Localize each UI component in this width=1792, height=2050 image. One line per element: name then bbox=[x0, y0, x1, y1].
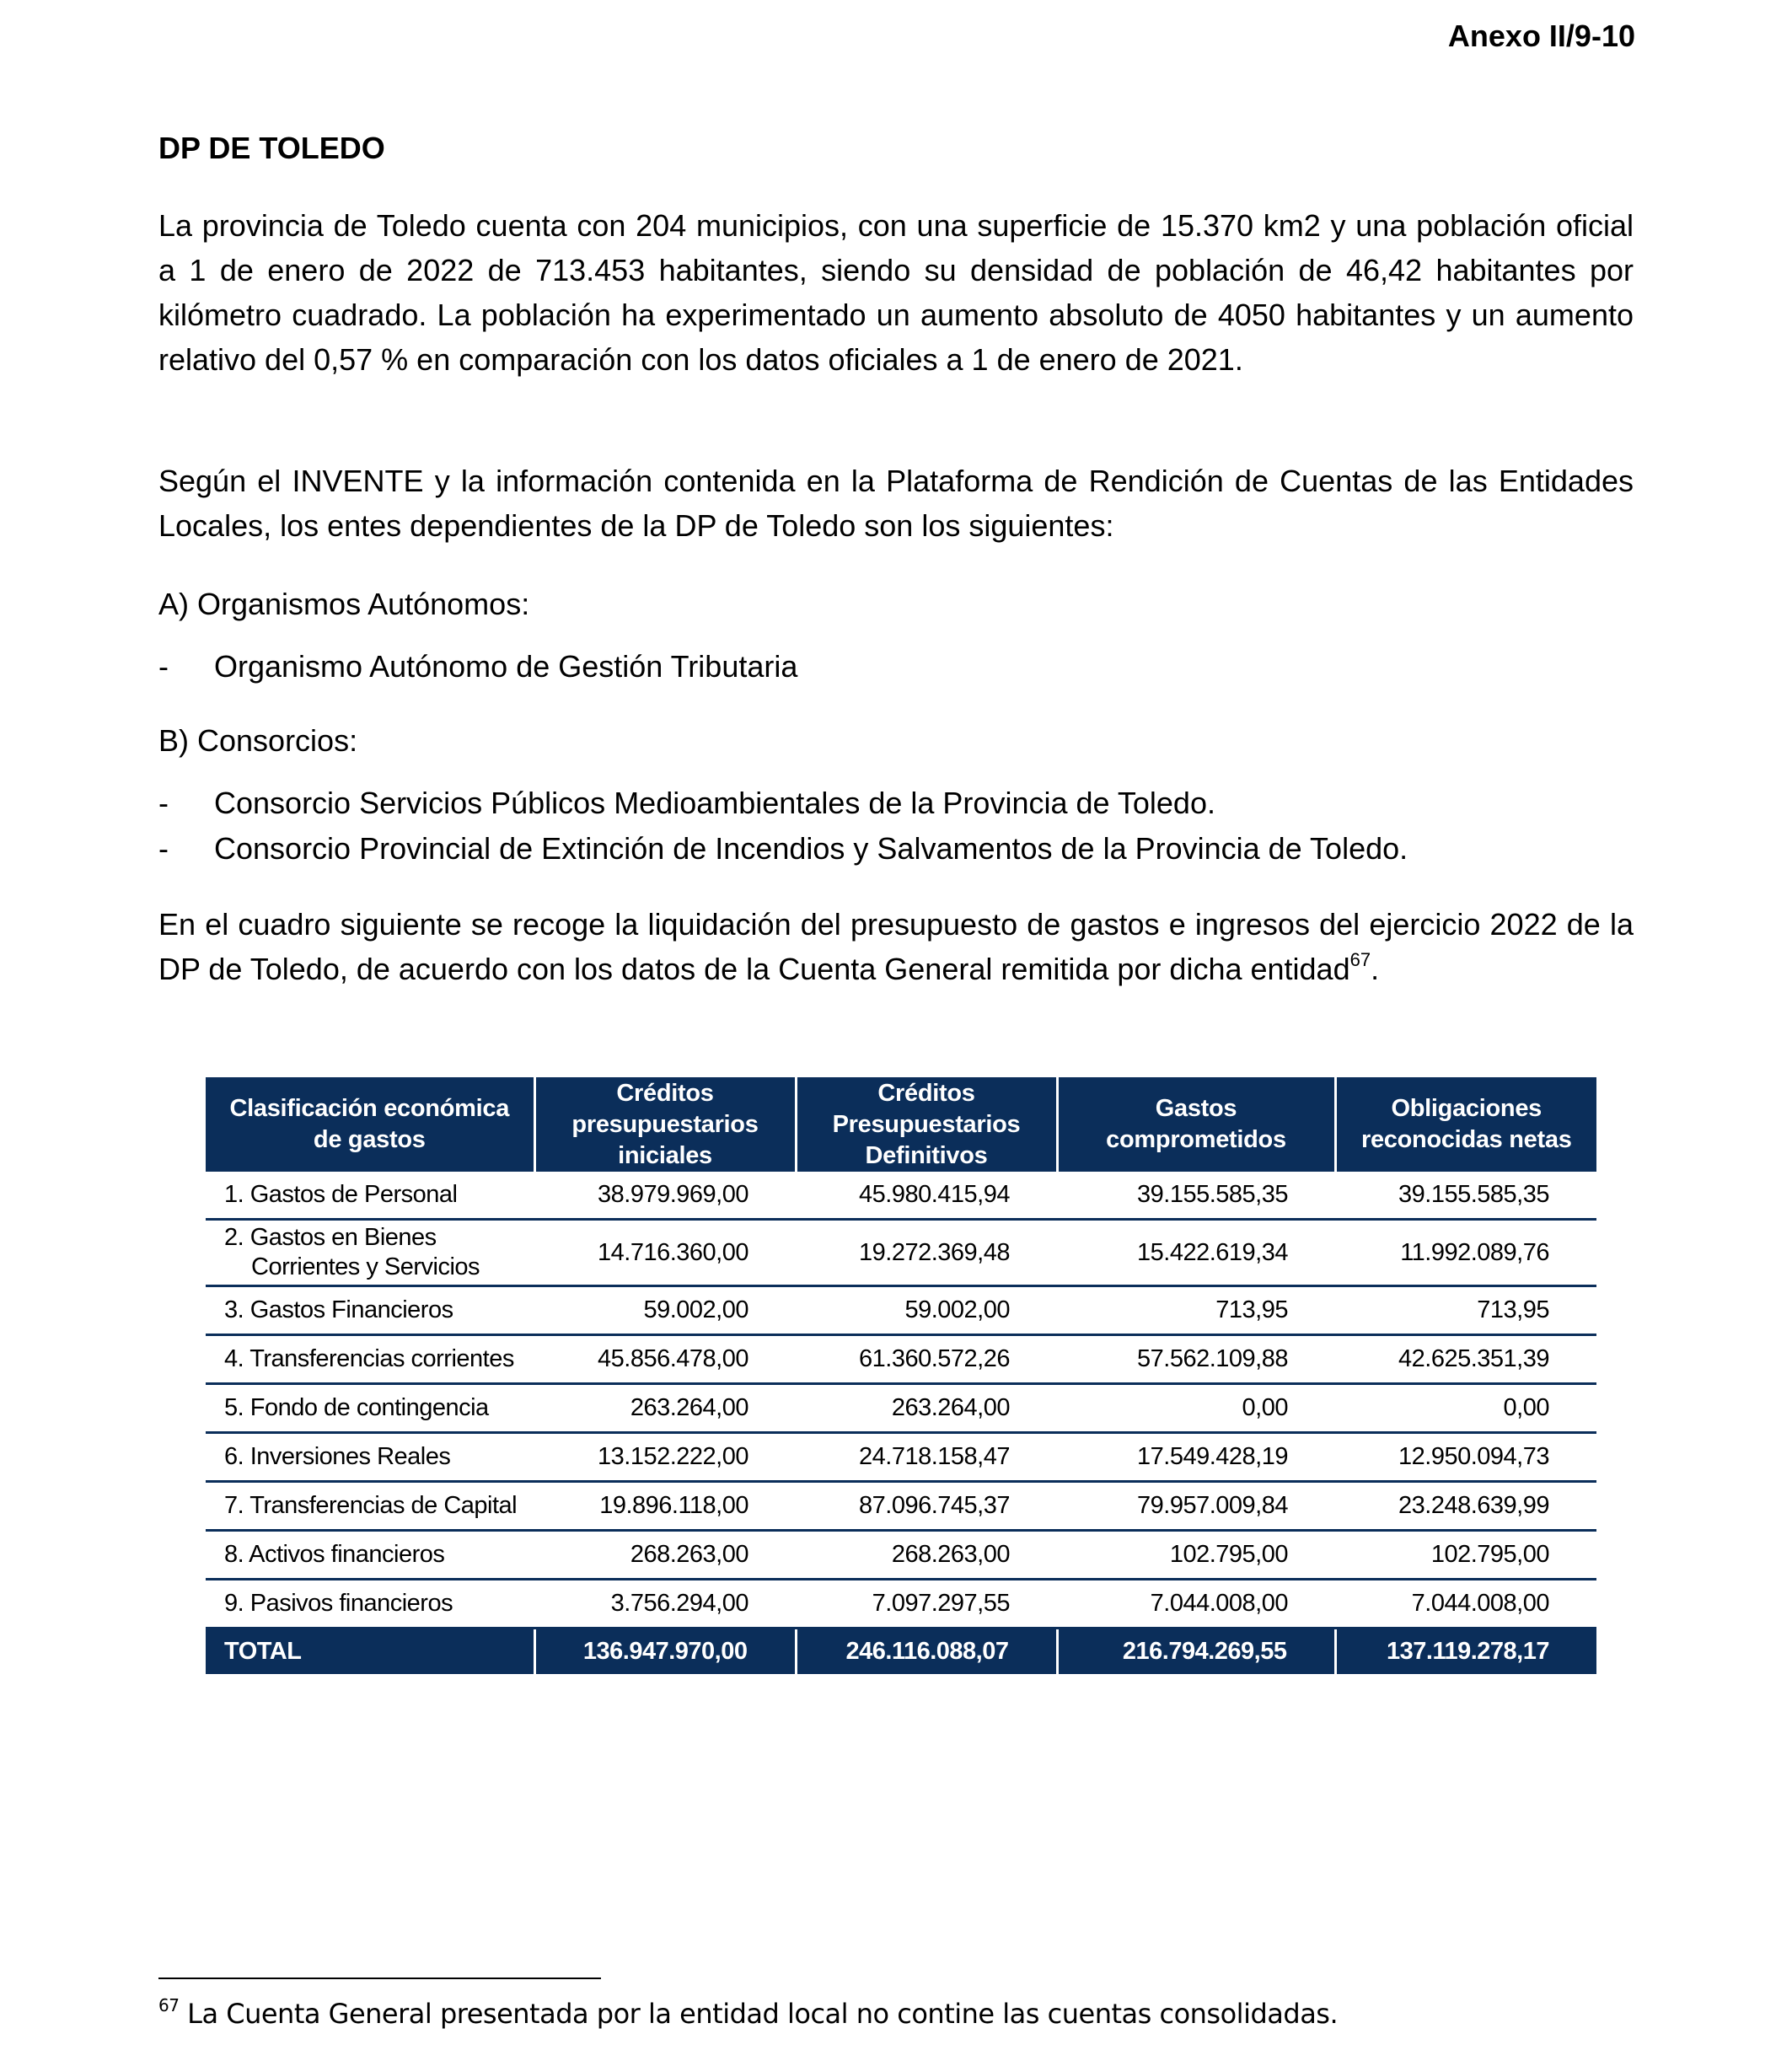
cell-initial: 38.979.969,00 bbox=[534, 1172, 796, 1220]
cell-committed: 79.957.009,84 bbox=[1057, 1482, 1335, 1531]
cell-final: 59.002,00 bbox=[796, 1286, 1057, 1335]
cell-final: 7.097.297,55 bbox=[796, 1580, 1057, 1629]
total-committed: 216.794.269,55 bbox=[1057, 1629, 1335, 1675]
footnote-text: La Cuenta General presentada por la entidad local no contine las cuentas consolidadas. bbox=[179, 1998, 1339, 2030]
table-row bbox=[206, 1384, 1596, 1433]
table-row bbox=[206, 1580, 1596, 1629]
footnote-separator bbox=[158, 1978, 601, 1979]
cell-initial: 45.856.478,00 bbox=[534, 1335, 796, 1384]
cell-obligations: 713,95 bbox=[1335, 1286, 1596, 1335]
table-intro-text: En el cuadro siguiente se recoge la liquidación del presupuesto de gastos e ingresos del ejercicio 2022 de la DP de Toledo, de acuerdo con los datos de la Cuenta General remitida por dicha entidad bbox=[158, 907, 1634, 986]
entities-paragraph: Según el INVENTE y la información contenida en la Plataforma de Rendición de Cuentas de las Entidades Locales, los entes dependientes de la DP de Toledo son los siguientes: bbox=[158, 464, 1634, 543]
cell-committed: 15.422.619,34 bbox=[1057, 1220, 1335, 1286]
dash-marker: - bbox=[158, 649, 169, 684]
cell-obligations: 11.992.089,76 bbox=[1335, 1220, 1596, 1286]
cell-committed: 713,95 bbox=[1057, 1286, 1335, 1335]
cell-initial: 268.263,00 bbox=[534, 1531, 796, 1580]
autonomous-bodies-heading: A) Organismos Autónomos: bbox=[158, 587, 530, 621]
cell-final: 87.096.745,37 bbox=[796, 1482, 1057, 1531]
header-net-obligations: Obligaciones reconocidas netas bbox=[1335, 1077, 1596, 1172]
cell-initial: 19.896.118,00 bbox=[534, 1482, 796, 1531]
header-initial-credits: Créditos presupuestarios iniciales bbox=[534, 1077, 796, 1172]
cell-obligations: 7.044.008,00 bbox=[1335, 1580, 1596, 1629]
cell-committed: 102.795,00 bbox=[1057, 1531, 1335, 1580]
cell-obligations: 23.248.639,99 bbox=[1335, 1482, 1596, 1531]
table-row bbox=[206, 1531, 1596, 1580]
cell-committed: 7.044.008,00 bbox=[1057, 1580, 1335, 1629]
table-row bbox=[206, 1172, 1596, 1220]
cell-final: 263.264,00 bbox=[796, 1384, 1057, 1433]
dash-marker: - bbox=[158, 786, 169, 820]
total-final: 246.116.088,07 bbox=[796, 1629, 1057, 1675]
list-item bbox=[158, 644, 797, 689]
intro-paragraph: La provincia de Toledo cuenta con 204 municipios, con una superficie de 15.370 km2 y una población oficial a 1 de enero de 2022 de 713.453 habitantes, siendo su densidad de población de 46,42 habitantes por kilómetro cuadrado. La población ha experimentado un aumento absoluto de 4050 habitantes y un aumento relativo del 0,57 % en comparación con los datos oficiales a 1 de enero de 2021. bbox=[158, 208, 1634, 377]
cell-final: 45.980.415,94 bbox=[796, 1172, 1057, 1220]
cell-obligations: 102.795,00 bbox=[1335, 1531, 1596, 1580]
list-item-text: Consorcio Provincial de Extinción de Incendios y Salvamentos de la Provincia de Toledo. bbox=[214, 831, 1408, 866]
table-row bbox=[206, 1433, 1596, 1482]
cell-committed: 39.155.585,35 bbox=[1057, 1172, 1335, 1220]
table-row bbox=[206, 1220, 1596, 1286]
row-label: 6. Inversiones Reales bbox=[206, 1433, 534, 1482]
cell-final: 24.718.158,47 bbox=[796, 1433, 1057, 1482]
cell-initial: 14.716.360,00 bbox=[534, 1220, 796, 1286]
row-label: 7. Transferencias de Capital bbox=[206, 1482, 534, 1531]
budget-table bbox=[206, 1077, 1596, 1674]
total-label: TOTAL bbox=[206, 1629, 534, 1675]
cell-obligations: 39.155.585,35 bbox=[1335, 1172, 1596, 1220]
dash-marker: - bbox=[158, 831, 169, 866]
cell-obligations: 42.625.351,39 bbox=[1335, 1335, 1596, 1384]
cell-initial: 59.002,00 bbox=[534, 1286, 796, 1335]
consortia-heading: B) Consorcios: bbox=[158, 723, 358, 758]
total-obligations: 137.119.278,17 bbox=[1335, 1629, 1596, 1675]
cell-committed: 17.549.428,19 bbox=[1057, 1433, 1335, 1482]
table-row bbox=[206, 1482, 1596, 1531]
header-classification: Clasificación económica de gastos bbox=[206, 1077, 534, 1172]
cell-committed: 57.562.109,88 bbox=[1057, 1335, 1335, 1384]
cell-initial: 263.264,00 bbox=[534, 1384, 796, 1433]
budget-table-wrapper bbox=[206, 1077, 1596, 1674]
row-label: 9. Pasivos financieros bbox=[206, 1580, 534, 1629]
cell-final: 61.360.572,26 bbox=[796, 1335, 1057, 1384]
section-title: DP DE TOLEDO bbox=[158, 131, 385, 165]
list-item bbox=[158, 781, 1215, 825]
list-item bbox=[158, 826, 1408, 871]
header-committed-expenses: Gastos comprometidos bbox=[1057, 1077, 1335, 1172]
cell-final: 268.263,00 bbox=[796, 1531, 1057, 1580]
footnote-reference[interactable]: 67 bbox=[1349, 949, 1371, 970]
row-label: 1. Gastos de Personal bbox=[206, 1172, 534, 1220]
cell-committed: 0,00 bbox=[1057, 1384, 1335, 1433]
table-intro-paragraph bbox=[158, 902, 1634, 991]
table-header-row bbox=[206, 1077, 1596, 1172]
table-row bbox=[206, 1286, 1596, 1335]
footnote bbox=[158, 1995, 1339, 2030]
total-initial: 136.947.970,00 bbox=[534, 1629, 796, 1675]
table-total-row bbox=[206, 1629, 1596, 1675]
cell-obligations: 0,00 bbox=[1335, 1384, 1596, 1433]
row-label: 8. Activos financieros bbox=[206, 1531, 534, 1580]
row-label: 5. Fondo de contingencia bbox=[206, 1384, 534, 1433]
cell-initial: 13.152.222,00 bbox=[534, 1433, 796, 1482]
cell-initial: 3.756.294,00 bbox=[534, 1580, 796, 1629]
list-item-text: Consorcio Servicios Públicos Medioambientales de la Provincia de Toledo. bbox=[214, 786, 1215, 820]
list-item-text: Organismo Autónomo de Gestión Tributaria bbox=[214, 649, 798, 684]
header-final-credits: Créditos Presupuestarios Definitivos bbox=[796, 1077, 1057, 1172]
annex-label: Anexo II/9-10 bbox=[1447, 19, 1635, 53]
row-label: 4. Transferencias corrientes bbox=[206, 1335, 534, 1384]
footnote-number: 67 bbox=[158, 1995, 180, 2015]
table-intro-period: . bbox=[1371, 952, 1380, 986]
cell-obligations: 12.950.094,73 bbox=[1335, 1433, 1596, 1482]
row-label: 3. Gastos Financieros bbox=[206, 1286, 534, 1335]
cell-final: 19.272.369,48 bbox=[796, 1220, 1057, 1286]
row-label: 2. Gastos en Bienes Corrientes y Servicios bbox=[206, 1220, 534, 1286]
table-row bbox=[206, 1335, 1596, 1384]
